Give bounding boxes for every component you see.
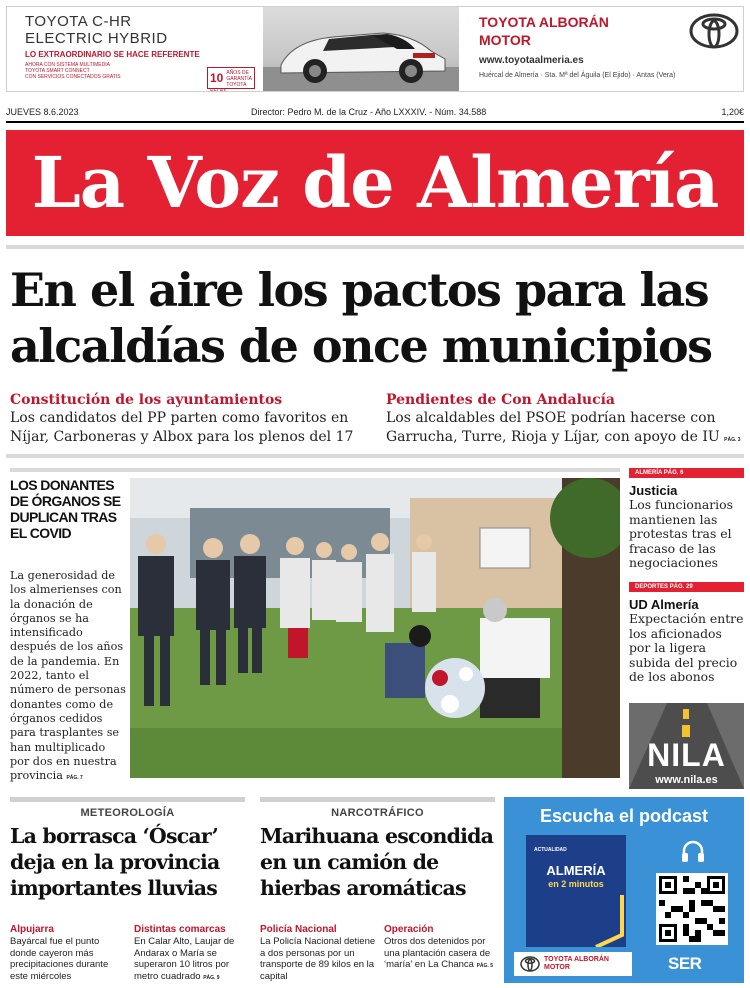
mini-kicker: Policía Nacional [260,924,337,935]
donors-body [10,569,128,785]
qr-pattern [659,876,725,942]
podcast-title: Escucha el podcast [539,806,709,826]
ad-small-2: TOYOTA SMART CONNECT [25,68,90,74]
right-item-justicia[interactable] [629,468,744,571]
donors-text: La generosidad de los almerienses con la donación de órganos se ha intensificado después de los años de la pandemia. En 2022, tanto el número de personas donantes como de órganos cedidos para trasplantes se han multiplicado por dos en nuestra provincia [10,569,126,783]
drugs-item-policia[interactable] [260,924,378,982]
ser-radio-logo: SER [668,954,702,973]
mini-text: Bayárcal fue el punto donde cayeron más precipitaciones durante este miércoles [10,936,109,982]
ad-right-panel [459,7,744,91]
toyota-logo-icon [689,13,739,49]
right-item2-text: Expectación entre los aficionados por la ligera subida del precio de los abonos [629,611,744,684]
dealer-website[interactable]: www.toyotaalmeria.es [479,55,584,66]
mini-kicker: Alpujarra [10,924,54,935]
ad-fine-print [25,62,175,80]
mini-kicker: Distintas comarcas [134,924,226,935]
right-item-udalmeria[interactable] [629,582,744,685]
masthead[interactable] [6,130,744,236]
divider [6,121,744,123]
qr-code[interactable] [656,873,728,945]
car-illustration [263,7,459,91]
sub-right-body [386,409,746,450]
podcast-cover [526,835,626,947]
cover-subtitle: en 2 minutos [548,879,604,889]
toyota-logo-icon [520,956,540,972]
newspaper-title: La Voz de Almería [31,141,719,224]
page-ref: PÁG. 9 [203,974,220,981]
right-item2-head: UD Almería [629,597,699,612]
right-item1-kicker: ALMERÍA PÁG. 6 [629,468,744,478]
main-headline[interactable] [10,262,744,374]
cover-kicker: ACTUALIDAD [534,847,567,853]
donors-photo[interactable] [130,478,620,778]
mini-text: La Policía Nacional detiene a dos personas por un transporte de 89 kilos en la capital [260,936,376,982]
mini-text: En Calar Alto, Laujar de Andarax o María se superaron 10 litros por metro cuadrado [134,936,235,982]
weather-kicker: METEOROLOGÍA [80,807,175,819]
podcast-sponsor [514,952,632,976]
podcast-promo[interactable] [504,797,744,983]
issue-price: 1,20€ [721,107,744,117]
divider [260,797,495,802]
warranty-badge [207,67,255,92]
dealer-locations: Huércal de Almería · Sta. Mª del Águila (El Ejido) · Antas (Vera) [479,72,676,79]
drugs-kicker: NARCOTRÁFICO [331,807,424,819]
page-ref: PÁG. 7 [66,775,83,782]
mini-text-wrap [384,936,496,973]
mini-text: Otros dos detenidos por una plantación casera de ‘maría’ en La Chanca [384,936,491,970]
sub-left-text: Los candidatos del PP parten como favoritos en Níjar, Carboneras y Albox para los plenos del 17 [10,410,354,445]
right-item1-head: Justicia [629,483,678,498]
mini-text-wrap [134,936,252,984]
donors-headline[interactable]: LOS DONANTES DE ÓRGANOS SE DUPLICAN TRAS EL COVID [10,477,121,541]
ad-tagline: LO EXTRAORDINARIO SE HACE REFERENTE [25,50,200,59]
sub-right-text: Los alcaldables del PSOE podrían hacerse con Garrucha, Turre, Rioja y Líjar, con apoyo de IU [386,410,720,445]
director-line: Director: Pedro M. de la Cruz - Año LXXXIV. - Núm. 34.588 [251,107,487,117]
nila-advertisement[interactable] [629,703,744,789]
ad-model-line2: ELECTRIC HYBRID [25,30,168,47]
sub-right-kicker: Pendientes de Con Andalucía [386,392,615,408]
divider [10,797,245,802]
ad-left-panel [7,7,263,91]
divider [6,454,744,458]
clock-hand-icon [586,895,626,947]
nila-website: www.nila.es [655,774,718,786]
right-item2-kicker: DEPORTES PÁG. 29 [629,582,744,592]
subheadline-left[interactable] [10,392,370,447]
right-item1-text: Los funcionarios mantienen las protestas tras el fracaso de las negociaciones [629,497,733,570]
ad-small-1: AHORA CON SISTEMA MULTIMEDIA [25,62,110,68]
drugs-item-operacion[interactable] [384,924,496,973]
mini-kicker: Operación [384,924,434,935]
issue-date: JUEVES 8.6.2023 [6,107,79,117]
subheadline-right[interactable] [386,392,746,450]
info-bar [6,104,744,122]
nila-logo: NILA [647,737,726,773]
page-ref: PÁG. 3 [724,437,741,443]
car-image [263,7,459,91]
cover-title: ALMERÍA [546,863,606,878]
warranty-text: AÑOS DE GARANTÍA TOYOTA RELAX [210,70,252,92]
ad-small-3: CON SERVICIOS CONECTADOS GRATIS [25,74,121,80]
weather-headline[interactable]: La borrasca ‘Óscar’ deja en la provincia importantes lluvias [10,824,220,900]
headline-line1: En el aire los pactos para las [10,263,709,317]
page-ref: PÁG. 5 [476,963,493,969]
sponsor-name: TOYOTA ALBORÁN MOTOR [544,956,609,971]
divider [6,245,744,249]
weather-item-alpujarra[interactable] [10,924,128,982]
headline-line2: alcaldías de once municipios [10,319,712,373]
weather-item-comarcas[interactable] [134,924,252,984]
headphones-icon [680,839,706,865]
warranty-years: 10 [210,71,224,85]
dealer-name: TOYOTA ALBORÁN MOTOR [479,14,609,48]
top-advertisement[interactable] [6,6,744,92]
drugs-headline[interactable]: Marihuana escondida en un camión de hierbas aromáticas [260,824,494,900]
ad-model-line1: TOYOTA C-HR [25,13,132,30]
divider [10,468,620,472]
sub-left-kicker: Constitución de los ayuntamientos [10,392,283,408]
donors-photo-illustration [130,478,620,778]
